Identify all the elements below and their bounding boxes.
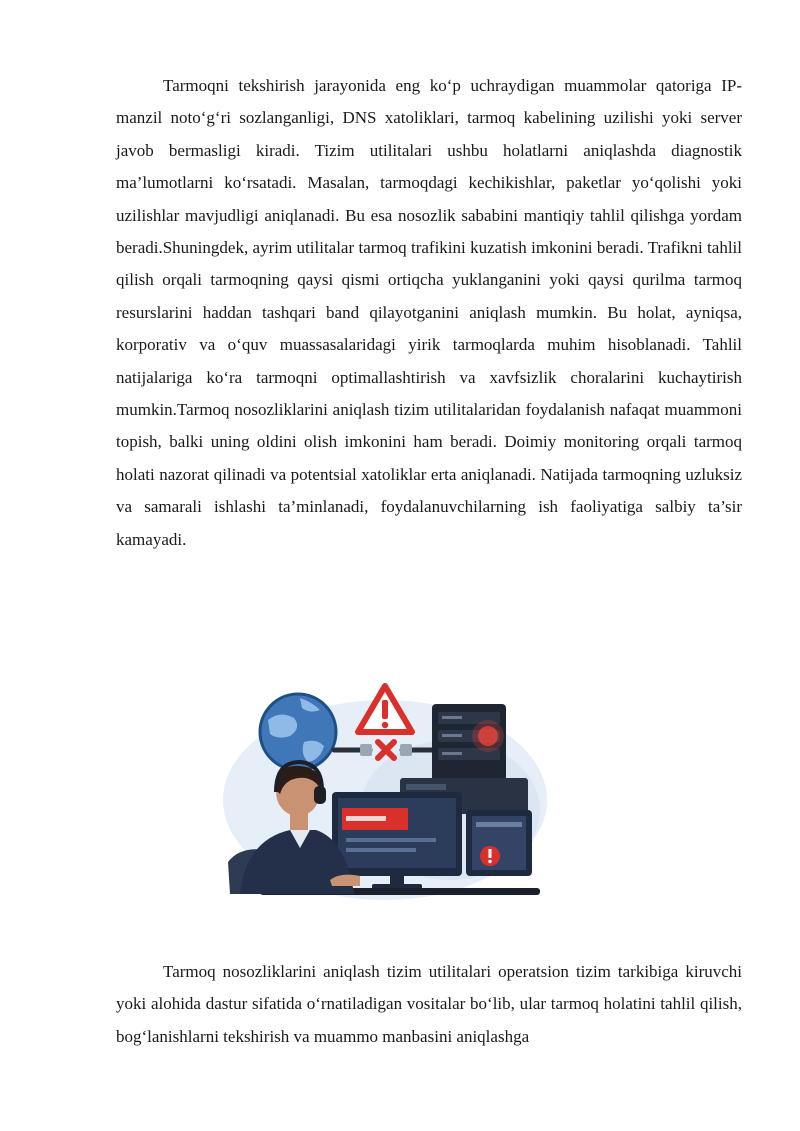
network-troubleshooting-illustration — [220, 680, 550, 905]
body-paragraph: Tarmoq nosozliklarini aniqlash tizim utilitalari operatsion tizim tarkibiga kiruvchi yoki alohida dastur sifatida o‘rnatiladigan vositalar bo‘lib, ular tarmoq holatini tahlil qilish, bog‘lanishlarni tekshirish va muammo manbasini aniqlashga — [116, 962, 742, 1046]
error-icon — [466, 810, 532, 876]
globe-icon — [260, 694, 336, 770]
server-icon — [432, 704, 506, 790]
body-paragraph: Tarmoqni tekshirish jarayonida eng ko‘p uchraydigan muammolar qatoriga IP-manzil noto‘g‘ri sozlanganligi, DNS xatoliklari, tarmoq kabelining uzilishi yoki server javob bermasligi kiradi. Tizim utilitalari ushbu holatlarni aniqlashda diagnostik ma’lumotlarni ko‘rsatadi. Masalan, tarmoqdagi kechikishlar, paketlar yo‘qolishi yoki uzilishlar mavjudligi aniqlanadi. Bu esa nosozlik sababini mantiqiy tahlil qilishga yordam beradi.Shuningdek, ayrim utilitalar tarmoq trafikini kuzatish imkonini beradi. Trafikni tahlil qilish orqali tarmoqning qaysi qismi ortiqcha yuklanganini yoki qaysi qurilma tarmoq resurslarini haddan tashqari band qilayotganini aniqlash mumkin. Bu holat, ayniqsa, korporativ va o‘quv muassasalaridagi yirik tarmoqlarda muhim hisoblanadi. Tahlil natijalariga ko‘ra tarmoqni optimallashtirish va xavfsizlik choralarini kuchaytirish mumkin.Tarmoq nosozliklarini aniqlash tizim utilitalaridan foydalanish nafaqat muammoni topish, balki uning oldini olish imkonini ham beradi. Doimiy monitoring orqali tarmoq holati nazorat qilinadi va potentsial xatoliklar erta aniqlanadi. Natijada tarmoqning uzluksiz va samarali ishlashi ta’minlanadi, foydalanuvchilarning ish faoliyatiga salbiy ta’sir kamayadi. — [116, 76, 742, 549]
monitor-icon — [332, 792, 462, 889]
